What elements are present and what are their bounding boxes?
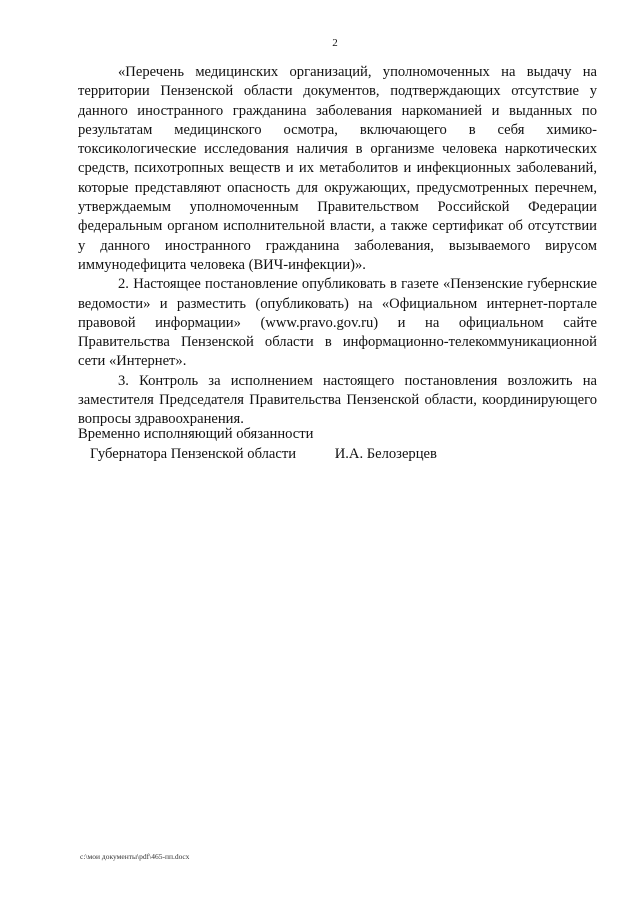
signature-position-line1: Временно исполняющий обязанности [78, 426, 314, 442]
page-number: 2 [332, 37, 338, 49]
signature-position-line2: Губернатора Пензенской области [90, 445, 297, 462]
paragraph-list-title: «Перечень медицинских организаций, уполномоченных на выдачу на территории Пензенской области документов, подтверждающих отсутствие у данного иностранного гражданина заболевания наркоманией и выданных по результатам медицинского осмотра, включающего в себя химико-токсикологические исследования наличия в организме человека наркотических средств, психотропных веществ и их метаболитов и инфекционных заболеваний, которые представляют опасность для окружающих, предусмотренных перечнем, утверждаемым уполномоченным Правительством Российской Федерации федеральным органом исполнительной власти, а также сертификат об отсутствии у данного иностранного гражданина заболевания, вызываемого вирусом иммунодефицита человека (ВИЧ-инфекции)». [78, 64, 597, 273]
signature-block [78, 425, 498, 464]
signatory-name: И.А. Белозерцев [334, 445, 437, 462]
file-path-footer: c:\мои документы\pdf\465-пп.docx [80, 852, 190, 861]
paragraph-publication: 2. Настоящее постановление опубликовать в газете «Пензенские губернские ведомости» и разместить (опубликовать) на «Официальном интернет-портале правовой информации» (www.pravo.gov.ru) и на официальном сайте Правительства Пензенской области в информационно-телекоммуникационной сети «Интернет». [78, 276, 597, 370]
document-body [78, 63, 597, 430]
paragraph-control: 3. Контроль за исполнением настоящего постановления возложить на заместителя Председателя Правительства Пензенской области, координирующего вопросы здравоохранения. [78, 372, 597, 428]
signature-row [78, 445, 498, 465]
